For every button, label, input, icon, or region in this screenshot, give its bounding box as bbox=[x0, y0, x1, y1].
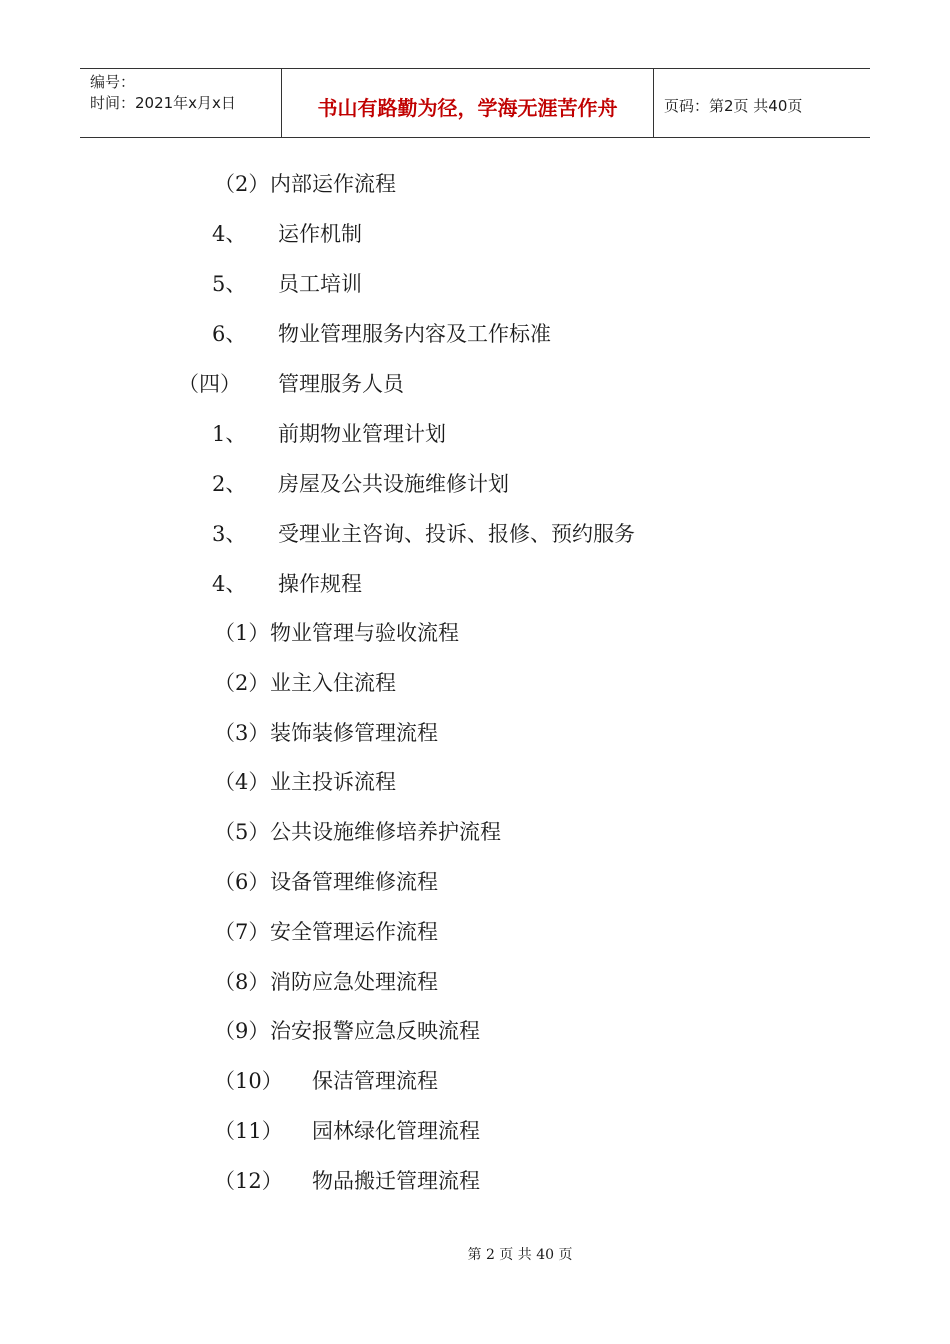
list-item bbox=[214, 719, 438, 747]
list-item bbox=[212, 420, 446, 448]
list-item-number: 1、 bbox=[212, 422, 247, 446]
list-item-number: 3、 bbox=[212, 522, 247, 546]
list-item bbox=[214, 1117, 480, 1145]
list-item-number: （1） bbox=[214, 621, 270, 645]
list-item-text: 内部运作流程 bbox=[270, 172, 396, 196]
list-item-number: （7） bbox=[214, 920, 270, 944]
page-header bbox=[80, 68, 870, 138]
list-item-text: 前期物业管理计划 bbox=[278, 422, 446, 446]
list-item-number: （四） bbox=[178, 372, 241, 396]
document-time: 时间：2021年x月x日 bbox=[90, 94, 236, 112]
list-item bbox=[214, 1067, 438, 1095]
list-item-number: （5） bbox=[214, 820, 270, 844]
list-item bbox=[214, 1017, 480, 1045]
list-item-number: 5、 bbox=[212, 272, 247, 296]
list-item-text: 设备管理维修流程 bbox=[270, 870, 438, 894]
list-item bbox=[212, 520, 635, 548]
list-item bbox=[214, 170, 396, 198]
list-item-number: （11） bbox=[214, 1119, 283, 1143]
list-item-text: 安全管理运作流程 bbox=[270, 920, 438, 944]
list-item-number: （2） bbox=[214, 172, 270, 196]
list-item bbox=[214, 1167, 480, 1195]
list-item-text: 业主入住流程 bbox=[270, 671, 396, 695]
list-item-text: 保洁管理流程 bbox=[312, 1069, 438, 1093]
list-item-text: 管理服务人员 bbox=[278, 372, 404, 396]
list-item-number: （3） bbox=[214, 721, 270, 745]
list-item bbox=[212, 220, 362, 248]
list-item-text: 受理业主咨询、投诉、报修、预约服务 bbox=[278, 522, 635, 546]
list-item-number: （6） bbox=[214, 870, 270, 894]
list-item-number: （9） bbox=[214, 1019, 270, 1043]
page-footer: 第 2 页 共 40 页 bbox=[467, 1247, 573, 1263]
list-item-text: 物业管理与验收流程 bbox=[270, 621, 459, 645]
list-item-text: 装饰装修管理流程 bbox=[270, 721, 438, 745]
list-item-number: 6、 bbox=[212, 322, 247, 346]
list-item-number: 4、 bbox=[212, 572, 247, 596]
list-item bbox=[214, 669, 396, 697]
list-item-text: 业主投诉流程 bbox=[270, 770, 396, 794]
list-item bbox=[214, 768, 396, 796]
list-item-number: （10） bbox=[214, 1069, 283, 1093]
list-item bbox=[214, 968, 438, 996]
list-item-text: 员工培训 bbox=[278, 272, 362, 296]
list-item bbox=[214, 619, 459, 647]
list-item bbox=[214, 868, 438, 896]
list-item-number: （8） bbox=[214, 970, 270, 994]
list-item-text: 园林绿化管理流程 bbox=[312, 1119, 480, 1143]
list-item-number: 2、 bbox=[212, 472, 247, 496]
list-item bbox=[214, 918, 438, 946]
document-number-label: 编号： bbox=[90, 73, 136, 91]
list-item-text: 运作机制 bbox=[278, 222, 362, 246]
header-motto: 书山有路勤为径，学海无涯苦作舟 bbox=[282, 69, 654, 137]
header-meta bbox=[80, 69, 282, 137]
list-item-text: 公共设施维修培养护流程 bbox=[270, 820, 501, 844]
list-item bbox=[214, 818, 501, 846]
list-item-number: （4） bbox=[214, 770, 270, 794]
list-item-number: 4、 bbox=[212, 222, 247, 246]
list-item-text: 治安报警应急反映流程 bbox=[270, 1019, 480, 1043]
list-item-text: 物业管理服务内容及工作标准 bbox=[278, 322, 551, 346]
list-item-number: （2） bbox=[214, 671, 270, 695]
header-page-info: 页码：第2页 共40页 bbox=[664, 96, 803, 115]
list-item bbox=[212, 270, 362, 298]
list-item bbox=[212, 570, 362, 598]
list-item-text: 房屋及公共设施维修计划 bbox=[278, 472, 509, 496]
list-item-text: 操作规程 bbox=[278, 572, 362, 596]
list-item-text: 物品搬迁管理流程 bbox=[312, 1169, 480, 1193]
list-item bbox=[212, 470, 509, 498]
list-item-text: 消防应急处理流程 bbox=[270, 970, 438, 994]
list-item bbox=[212, 320, 551, 348]
list-item bbox=[178, 370, 404, 398]
list-item-number: （12） bbox=[214, 1169, 283, 1193]
